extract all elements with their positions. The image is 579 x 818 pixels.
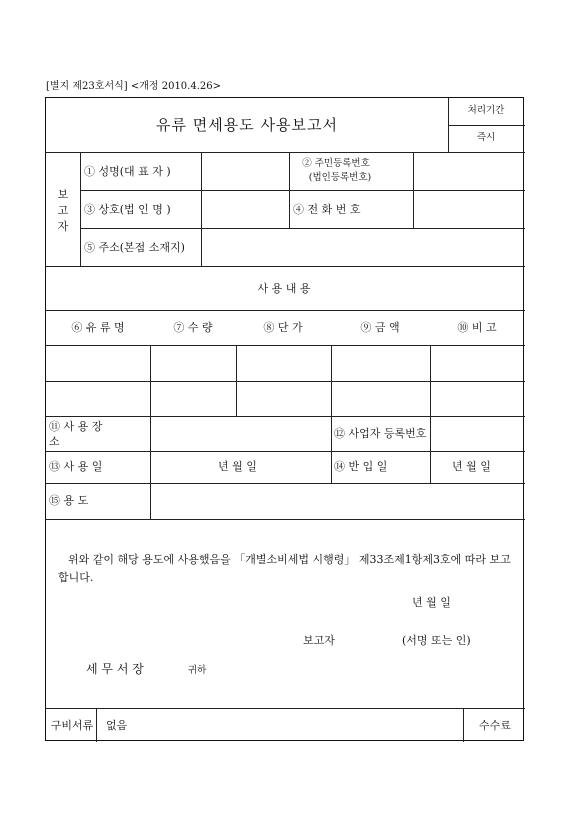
column-quantity: ⑦ 수 량 <box>173 321 213 334</box>
signature-note: (서명 또는 인) <box>402 634 471 647</box>
use-date-label: ⑬ 사 용 일 <box>49 460 103 473</box>
column-unit-price: ⑧ 단 가 <box>263 321 303 334</box>
form-title: 유류 면세용도 사용보고서 <box>156 116 338 134</box>
place-of-use-label: ⑪ 사 용 장 <box>49 420 103 433</box>
reporter-signature-label: 보고자 <box>303 634 335 647</box>
purchase-date-value: 년 월 일 <box>452 460 491 473</box>
registration-number-label: ② 주민등록번호 <box>302 158 370 169</box>
form-number-note: [별지 제23호서식] <개정 2010.4.26> <box>46 81 221 92</box>
company-name-label: ③ 상호(법 인 명 ) <box>84 203 171 216</box>
fee-label: 수수료 <box>479 719 511 732</box>
name-label: ① 성명(대 표 자 ) <box>84 165 171 178</box>
purpose-label: ⑮ 용 도 <box>49 494 89 507</box>
required-documents-label: 구비서류 <box>50 719 94 732</box>
report-form <box>45 97 524 741</box>
business-registration-label: ⑫ 사업자 등록번호 <box>334 427 427 440</box>
reporter-section-char-3: 자 <box>57 220 69 233</box>
reporter-section-char-1: 보 <box>57 188 69 201</box>
reporter-section-char-2: 고 <box>57 204 69 217</box>
corporate-registration-label: (법인등록번호) <box>308 172 372 183</box>
usage-table-rows[interactable] <box>46 345 525 416</box>
sign-date: 년 월 일 <box>412 596 451 609</box>
column-remarks: ⑩ 비 고 <box>457 321 497 334</box>
usage-section-heading: 사 용 내 용 <box>257 282 311 295</box>
report-statement: 위와 같이 해당 용도에 사용했음을 「개별소비세법 시행령」 제33조제1항제3호에 따라 보고합니다. <box>58 553 511 584</box>
purchase-date-label: ⑭ 반 입 일 <box>334 460 388 473</box>
column-amount: ⑨ 금 액 <box>360 321 400 334</box>
use-date-value: 년 월 일 <box>218 460 257 473</box>
processing-period-label: 처리기간 <box>467 105 505 116</box>
recipient-suffix: 귀하 <box>188 665 207 676</box>
processing-period-value: 즉시 <box>476 132 496 143</box>
column-oil-name: ⑥ 유 류 명 <box>71 321 125 334</box>
phone-label: ④ 전 화 번 호 <box>293 203 361 216</box>
address-label: ⑤ 주소(본점 소재지) <box>84 241 185 254</box>
required-documents-value: 없음 <box>106 719 128 732</box>
place-of-use-label-cont: 소 <box>49 435 60 448</box>
recipient-title: 세 무 서 장 <box>86 662 144 676</box>
